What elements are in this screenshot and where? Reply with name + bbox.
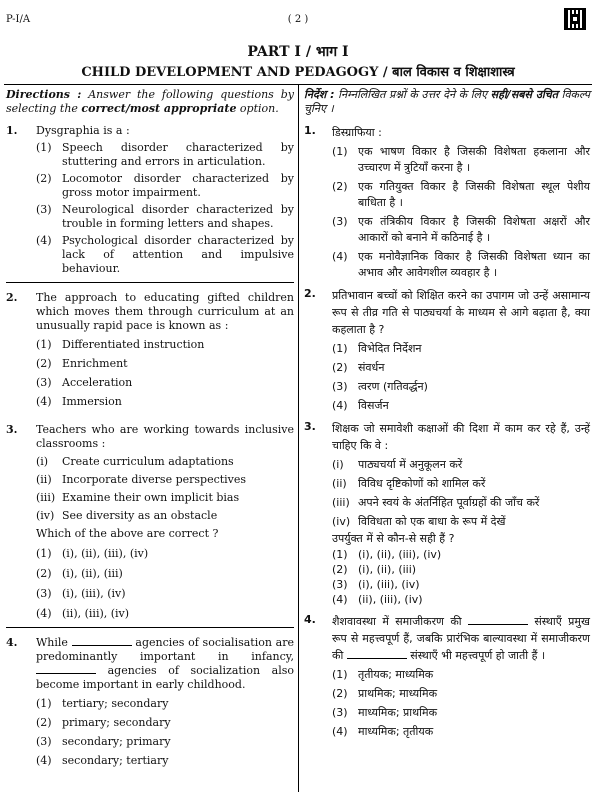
question-1-hi: 1. डिस्ग्राफिया : (1) एक भाषण विकार है जिसकी विशेषता हकलाना और उच्चारण में त्रुटियाँ करना है । (2) एक गतियुक्त विकार है जिसकी विशेषता स्थूल पेशीय बाधिता है । (3) एक तंत्रिकीय विकार है जिसकी विशेषता अक्षरों और आकारों को बनाने में कठिनाई है । (4) एक मनोवैज्ञानिक विकार है जिसकी विशेषता ध्यान का अभाव और आवेगशील व्यवहार है । bbox=[304, 124, 590, 279]
option: (4) माध्यमिक; तृतीयक bbox=[332, 725, 434, 738]
paper-code: P-I/A bbox=[6, 14, 31, 25]
statement: (iv) विविधता को एक बाधा के रूप में देखें bbox=[332, 515, 506, 528]
option: (4) विसर्जन bbox=[332, 399, 389, 412]
option: (2) एक गतियुक्त विकार है जिसकी विशेषता स्थूल पेशीय बाधिता है । bbox=[332, 180, 590, 209]
question-4-hi: 4. शैशवावस्था में समाजीकरण की संस्थाएँ प्रमुख रूप से महत्त्वपूर्ण हैं, जबकि प्रारंभिक बाल्यावस्था में समाजीकरण की संस्थाएँ भी महत्त्वपूर्ण हो जाती हैं । (1) तृतीयक; माध्यमिक (2) प्राथमिक; माध्यमिक (3) माध्यमिक; प्राथमिक (4) माध्यमिक; तृतीयक bbox=[304, 613, 590, 738]
statement: (i) पाठ्यचर्या में अनुकूलन करें bbox=[332, 458, 463, 471]
subject-title: CHILD DEVELOPMENT AND PEDAGOGY / बाल विकास व शिक्षाशास्त्र bbox=[81, 65, 515, 80]
page-number: ( 2 ) bbox=[287, 14, 309, 25]
option: (3) एक तंत्रिकीय विकार है जिसकी विशेषता अक्षरों और आकारों को बनाने में कठिनाई है । bbox=[332, 215, 590, 244]
question-4-en: 4. While agencies of socialisation are predominantly important in infancy, agencies of socialization also become important in early childhood. (1) tertiary; secondary (2) primary; secondary (3) secondary; primary (4) secondary; tertiary bbox=[6, 636, 294, 767]
option: (1) विभेदित निर्देशन bbox=[332, 342, 422, 355]
option: (1) Speech disorder characterized by stuttering and errors in articulation. bbox=[36, 141, 294, 168]
option: (3) secondary; primary bbox=[36, 735, 171, 748]
option: (2) Enrichment bbox=[36, 357, 128, 370]
option: (1) (i), (ii), (iii), (iv) bbox=[332, 548, 442, 561]
question-2-hi: 2. प्रतिभावान बच्चों को शिक्षित करने का उपागम जो उन्हें असामान्य रूप से तीव्र गति से पाठ्यचर्या के माध्यम से आगे बढ़ाता है, क्या कहलाता है ? (1) विभेदित निर्देशन (2) संवर्धन (3) त्वरण (गतिवर्द्धन) (4) विसर्जन bbox=[304, 287, 590, 412]
directions-hi: निर्देश : निम्नलिखित प्रश्नों के उत्तर देने के लिए सही/सबसे उचित विकल्प चुनिए । bbox=[304, 88, 590, 115]
option: (3) Neurological disorder characterized by trouble in forming letters and shapes. bbox=[36, 203, 294, 230]
statement: (iv) See diversity as an obstacle bbox=[36, 509, 218, 522]
option: (1) एक भाषण विकार है जिसकी विशेषता हकलाना और उच्चारण में त्रुटियाँ करना है । bbox=[332, 145, 590, 174]
statement: (ii) Incorporate diverse perspectives bbox=[36, 473, 247, 486]
question-3-hi: 3. शिक्षक जो समावेशी कक्षाओं की दिशा में काम कर रहे हैं, उन्हें चाहिए कि वे : (i) पाठ्यचर्या में अनुकूलन करें (ii) विविध दृष्टिकोणों को शामिल करें (iii) अपने स्वयं के अंतर्निहित पूर्वाग्रहों की जाँच करें (iv) विविधता को एक बाधा के रूप में देखें उपर्युक्त में से कौन-से सही हैं ? (1) (i), (ii), (iii), (iv) (2) (i), (ii), (iii) (3) (i), (iii), (iv) (4) (ii), (iii), (iv) bbox=[304, 420, 590, 606]
option: (3) (i), (iii), (iv) bbox=[332, 578, 420, 591]
statement: (iii) Examine their own implicit bias bbox=[36, 491, 240, 504]
question-1-en: 1. Dysgraphia is a : (1) Speech disorder characterized by stuttering and errors in articulation. (2) Locomotor disorder characterized by gross motor impairment. (3) Neurological disorder characterized by trouble in forming letters and shapes. (4) Psychological disorder characterized by lack of attention and impulsive behaviour. bbox=[6, 124, 294, 283]
option: (3) (i), (iii), (iv) bbox=[36, 587, 126, 600]
option: (1) तृतीयक; माध्यमिक bbox=[332, 668, 434, 681]
english-column bbox=[6, 88, 294, 774]
option: (2) संवर्धन bbox=[332, 361, 385, 374]
page-header bbox=[6, 4, 590, 34]
statement: (iii) अपने स्वयं के अंतर्निहित पूर्वाग्रहों की जाँच करें bbox=[332, 496, 540, 509]
statement: (i) Create curriculum adaptations bbox=[36, 455, 234, 468]
qr-code-icon bbox=[564, 8, 586, 30]
option: (4) एक मनोवैज्ञानिक विकार है जिसकी विशेषता ध्यान का अभाव और आवेगशील व्यवहार है । bbox=[332, 250, 590, 279]
option: (1) Differentiated instruction bbox=[36, 338, 205, 351]
option: (2) primary; secondary bbox=[36, 716, 171, 729]
question-3-en: 3. Teachers who are working towards inclusive classrooms : (i) Create curriculum adaptations (ii) Incorporate diverse perspectives (iii) Examine their own implicit bias (iv) See diversity as an obstacle Which of the above are correct ? (1) (i), (ii), (iii), (iv) (2) (i), (ii), (iii) (3) (i), (iii), (iv) (4) (ii), (iii), (iv) bbox=[6, 423, 294, 628]
option: (4) secondary; tertiary bbox=[36, 754, 169, 767]
directions-en: Directions : Answer the following questions by selecting the correct/most appropriate option. bbox=[6, 88, 295, 115]
option: (2) (i), (ii), (iii) bbox=[36, 567, 123, 580]
option: (4) Psychological disorder characterized by lack of attention and impulsive behaviour. bbox=[36, 234, 294, 275]
hindi-column bbox=[304, 88, 590, 746]
option: (3) माध्यमिक; प्राथमिक bbox=[332, 706, 438, 719]
question-2-en: 2. The approach to educating gifted children which moves them through curriculum at an unusually rapid pace is known as : (1) Differentiated instruction (2) Enrichment (3) Acceleration (4) Immersion bbox=[6, 291, 294, 408]
part-title: PART I / भाग I bbox=[247, 44, 349, 60]
column-divider bbox=[298, 84, 299, 792]
option: (3) Acceleration bbox=[36, 376, 133, 389]
option: (2) Locomotor disorder characterized by gross motor impairment. bbox=[36, 172, 294, 199]
option: (2) प्राथमिक; माध्यमिक bbox=[332, 687, 438, 700]
option: (3) त्वरण (गतिवर्द्धन) bbox=[332, 380, 428, 393]
option: (4) Immersion bbox=[36, 395, 122, 408]
option: (1) (i), (ii), (iii), (iv) bbox=[36, 547, 149, 560]
option: (4) (ii), (iii), (iv) bbox=[332, 593, 423, 606]
option: (4) (ii), (iii), (iv) bbox=[36, 607, 130, 620]
statement: (ii) विविध दृष्टिकोणों को शामिल करें bbox=[332, 477, 486, 490]
option: (2) (i), (ii), (iii) bbox=[332, 563, 417, 576]
option: (1) tertiary; secondary bbox=[36, 697, 169, 710]
